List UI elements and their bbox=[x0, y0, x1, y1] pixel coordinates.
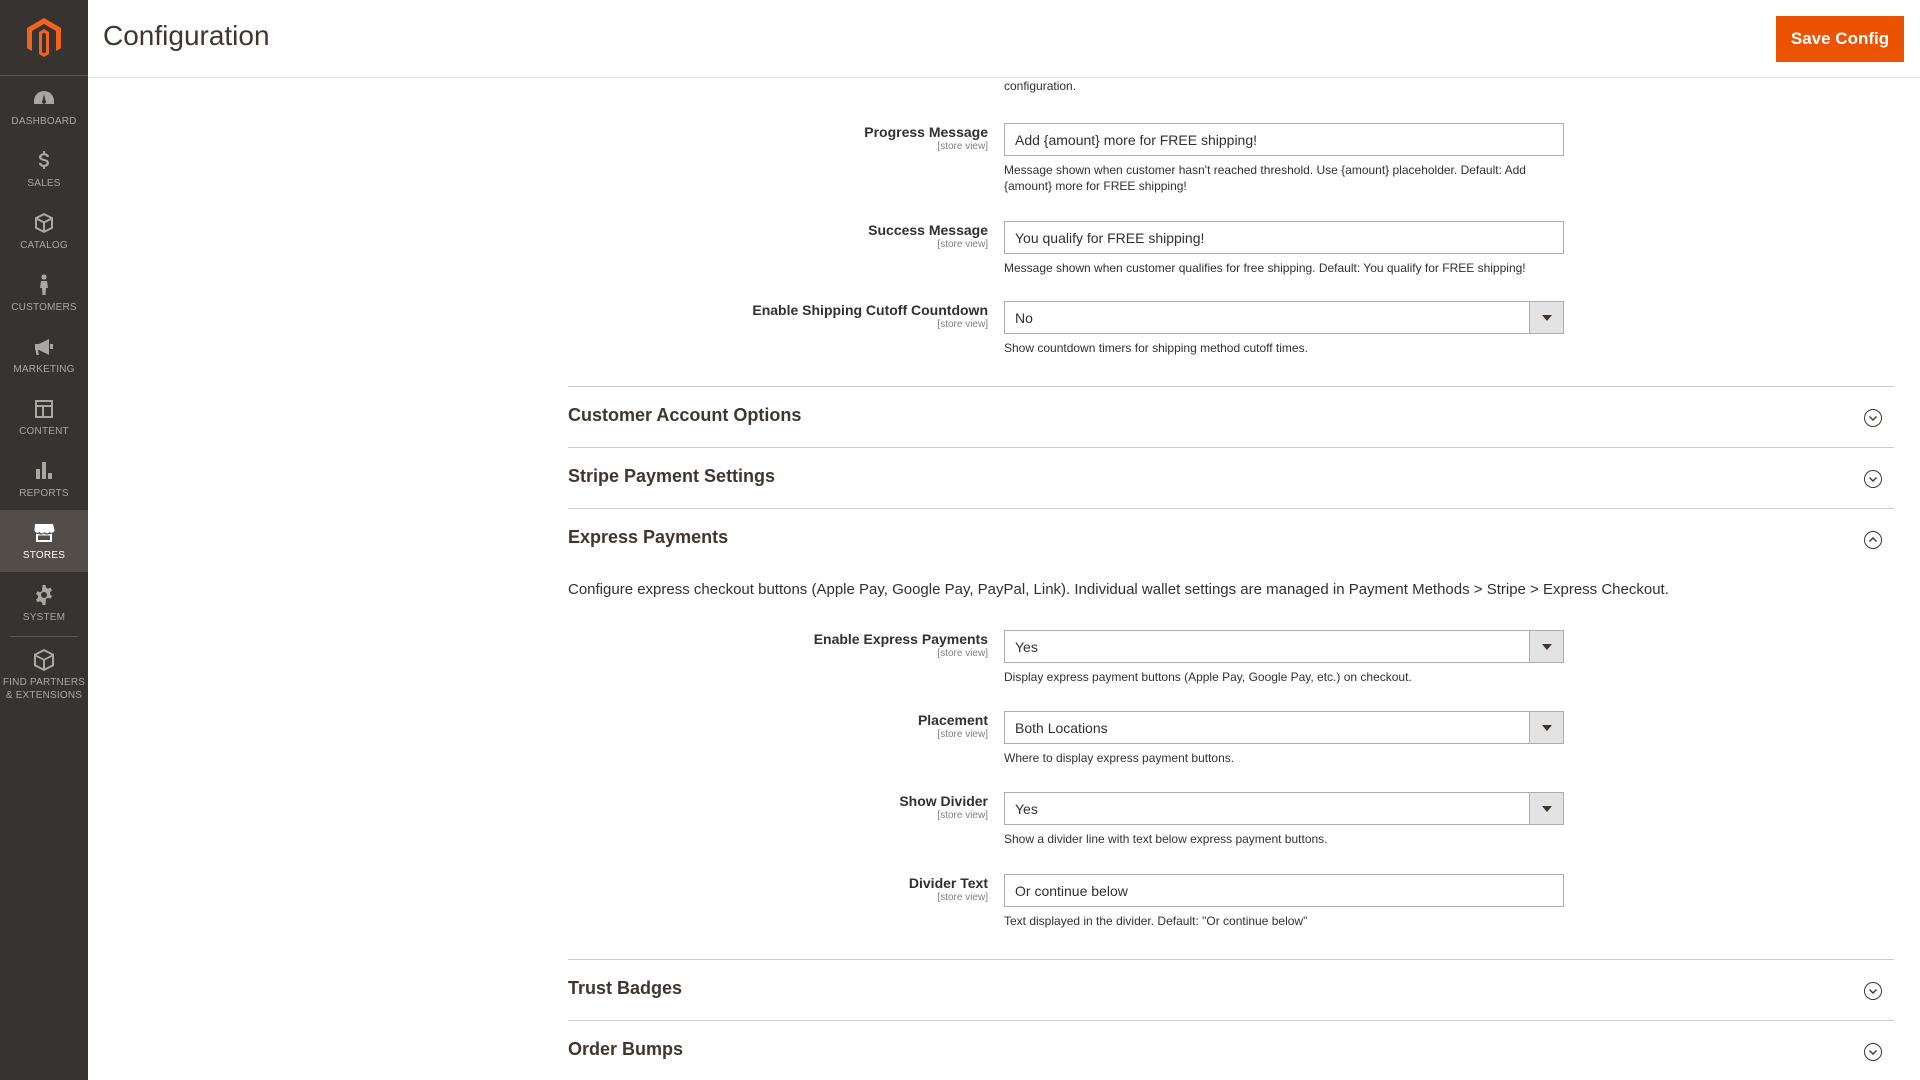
progress-message-input[interactable] bbox=[1004, 123, 1564, 156]
chevron-up-icon bbox=[1864, 531, 1882, 549]
field-control bbox=[1004, 792, 1564, 847]
shipping-cutoff-select[interactable] bbox=[1004, 301, 1564, 334]
field-control bbox=[1004, 301, 1564, 356]
field-scope: [store view] bbox=[937, 319, 988, 330]
placement-select[interactable] bbox=[1004, 711, 1564, 744]
section-order-bumps[interactable] bbox=[568, 1020, 1894, 1080]
field-label bbox=[864, 123, 988, 153]
express-payments-description: Configure express checkout buttons (Apple Pay, Google Pay, PayPal, Link). Individual wallet settings are managed in Payment Methods > Stripe > Express Checkout. bbox=[568, 581, 1669, 598]
field-scope: [store view] bbox=[937, 141, 988, 152]
section-trust-badges[interactable] bbox=[568, 959, 1894, 1020]
field-label bbox=[918, 711, 988, 741]
field-note-fragment: configuration. bbox=[1004, 79, 1077, 93]
sidebar-item-label: REPORTS bbox=[19, 487, 69, 499]
field-label-text: Divider Text bbox=[908, 875, 988, 891]
field-scope: [store view] bbox=[937, 239, 988, 250]
field-label-text: Enable Shipping Cutoff Countdown bbox=[752, 302, 988, 318]
sidebar-item-catalog[interactable] bbox=[0, 200, 88, 262]
field-control bbox=[1004, 221, 1564, 276]
bar-chart-icon bbox=[32, 459, 56, 483]
field-label-text: Success Message bbox=[868, 222, 988, 238]
admin-sidebar bbox=[0, 0, 88, 1080]
field-note: Show a divider line with text below express payment buttons. bbox=[1004, 832, 1328, 846]
field-scope: [store view] bbox=[937, 810, 988, 821]
magento-logo-icon bbox=[27, 18, 61, 58]
sidebar-item-sales[interactable] bbox=[0, 138, 88, 200]
page-title: Configuration bbox=[103, 20, 270, 51]
chevron-down-icon bbox=[1529, 302, 1563, 333]
field-label bbox=[814, 630, 988, 660]
sidebar-item-stores[interactable] bbox=[0, 510, 88, 572]
field-control bbox=[1004, 874, 1564, 929]
sidebar-item-system[interactable] bbox=[0, 572, 88, 634]
chevron-down-icon bbox=[1864, 1043, 1882, 1061]
field-note: Show countdown timers for shipping method cutoff times. bbox=[1004, 341, 1308, 355]
field-label bbox=[909, 874, 988, 904]
enable-express-payments-select[interactable] bbox=[1004, 630, 1564, 663]
field-label-text: Show Divider bbox=[899, 793, 988, 809]
sidebar-item-label: MARKETING bbox=[13, 363, 75, 375]
sidebar-item-marketing[interactable] bbox=[0, 324, 88, 386]
field-note: Text displayed in the divider. Default: "Or continue below" bbox=[1004, 914, 1308, 928]
select-value: Yes bbox=[1015, 801, 1038, 817]
section-title: Customer Account Options bbox=[568, 405, 802, 425]
chevron-down-icon bbox=[1864, 982, 1882, 1000]
magento-logo[interactable] bbox=[0, 0, 88, 76]
megaphone-icon bbox=[32, 335, 56, 359]
field-note: Where to display express payment buttons. bbox=[1004, 751, 1235, 765]
chevron-down-icon bbox=[1529, 631, 1563, 662]
chevron-down-icon bbox=[1864, 409, 1882, 427]
field-scope: [store view] bbox=[937, 729, 988, 740]
section-express-payments[interactable] bbox=[568, 508, 1894, 569]
field-note: Message shown when customer qualifies for free shipping. Default: You qualify for FREE shipping! bbox=[1004, 261, 1526, 275]
field-control bbox=[1004, 630, 1564, 685]
field-scope: [store view] bbox=[937, 892, 988, 903]
field-label bbox=[752, 301, 988, 331]
person-icon bbox=[32, 273, 56, 297]
gear-icon bbox=[32, 583, 56, 607]
layout-icon bbox=[32, 397, 56, 421]
section-customer-account-options[interactable] bbox=[568, 386, 1894, 447]
select-value: No bbox=[1015, 310, 1033, 326]
success-message-input[interactable] bbox=[1004, 221, 1564, 254]
chevron-down-icon bbox=[1529, 793, 1563, 824]
cube-icon bbox=[32, 648, 56, 672]
sidebar-item-find-partners[interactable] bbox=[0, 639, 88, 711]
field-note: Display express payment buttons (Apple Pay, Google Pay, etc.) on checkout. bbox=[1004, 670, 1412, 684]
save-config-button[interactable]: Save Config bbox=[1776, 16, 1904, 62]
chevron-down-icon bbox=[1529, 712, 1563, 743]
field-label-text: Placement bbox=[917, 712, 988, 728]
field-label-text: Enable Express Payments bbox=[813, 631, 988, 647]
sidebar-item-label: CUSTOMERS bbox=[11, 301, 77, 313]
sidebar-divider bbox=[10, 636, 78, 637]
chevron-down-icon bbox=[1864, 470, 1882, 488]
field-control bbox=[1004, 123, 1564, 194]
field-control bbox=[1004, 711, 1564, 766]
field-scope: [store view] bbox=[937, 648, 988, 659]
sidebar-item-label-line2: & EXTENSIONS bbox=[5, 690, 83, 701]
sidebar-item-label: SYSTEM bbox=[22, 611, 66, 623]
store-icon bbox=[32, 521, 56, 545]
select-value: Both Locations bbox=[1015, 720, 1108, 736]
sidebar-item-label: CONTENT bbox=[19, 425, 69, 437]
section-title: Stripe Payment Settings bbox=[568, 466, 776, 486]
box-icon bbox=[32, 211, 56, 235]
field-label bbox=[899, 792, 988, 822]
section-title: Order Bumps bbox=[568, 1039, 684, 1059]
sidebar-item-dashboard[interactable] bbox=[0, 76, 88, 138]
sidebar-item-label: FIND PARTNERS bbox=[2, 677, 86, 688]
field-label bbox=[868, 221, 988, 251]
sidebar-item-customers[interactable] bbox=[0, 262, 88, 324]
sidebar-item-reports[interactable] bbox=[0, 448, 88, 510]
section-stripe-payment-settings[interactable] bbox=[568, 447, 1894, 508]
section-title: Trust Badges bbox=[568, 978, 683, 998]
sidebar-item-label: STORES bbox=[22, 549, 66, 561]
divider-text-input[interactable] bbox=[1004, 874, 1564, 907]
page-header bbox=[88, 0, 1920, 78]
field-note: Message shown when customer hasn't reached threshold. Use {amount} placeholder. Default: Add {amount} more for FREE shipping! bbox=[1004, 163, 1526, 193]
sidebar-item-label: CATALOG bbox=[20, 239, 68, 251]
field-label-text: Progress Message bbox=[864, 124, 988, 140]
section-title: Express Payments bbox=[568, 527, 729, 547]
dashboard-icon bbox=[32, 87, 56, 111]
dollar-icon bbox=[32, 149, 56, 173]
show-divider-select[interactable] bbox=[1004, 792, 1564, 825]
sidebar-item-label: SALES bbox=[27, 177, 61, 189]
sidebar-item-label: DASHBOARD bbox=[11, 115, 77, 127]
sidebar-item-content[interactable] bbox=[0, 386, 88, 448]
select-value: Yes bbox=[1015, 639, 1038, 655]
config-content bbox=[88, 79, 1920, 1080]
